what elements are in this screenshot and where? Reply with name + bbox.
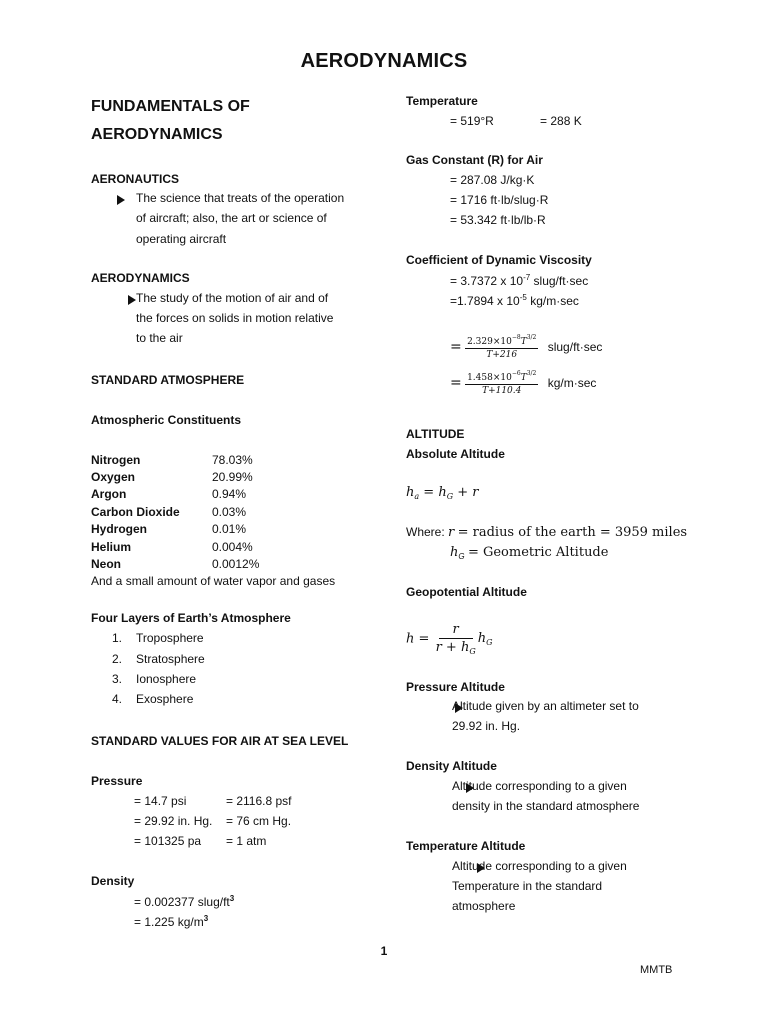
geopotential-heading: Geopotential Altitude: [406, 585, 527, 599]
constituent-value: 0.01%: [212, 522, 247, 536]
sea-level-heading: STANDARD VALUES FOR AIR AT SEA LEVEL: [91, 734, 349, 748]
pressure-value: = 2116.8 psf: [226, 794, 292, 808]
density-value: = 1.225 $kg/m^3$: [134, 914, 209, 929]
density-altitude-heading: Density Altitude: [406, 759, 497, 773]
constituent-name: Oxygen: [91, 470, 136, 484]
gas-constant-value: = 53.342 ft·lb/lb·R: [450, 213, 546, 227]
density-altitude-line: density in the standard atmosphere: [452, 799, 640, 813]
absolute-altitude-equation: $h_a = h_G + r$: [406, 485, 479, 501]
pressure-value: = 1 atm: [226, 834, 267, 848]
pressure-altitude-line: Altitude given by an altimeter set to: [452, 699, 639, 713]
density-value: = 0.002377 slug/$ft^3$: [134, 894, 235, 909]
constituent-value: 78.03%: [212, 453, 253, 467]
temperature-altitude-line: atmosphere: [452, 899, 516, 913]
gas-constant-heading: Gas Constant (R) for Air: [406, 153, 543, 167]
constituent-value: 0.94%: [212, 487, 247, 501]
aerodynamics-line: to the air: [136, 331, 183, 345]
layer-item: Troposphere: [136, 631, 204, 645]
viscosity-formula: = $\frac{1.458\times 10^{-6}T^{3/2}}{T+110.4}$ kg/m·sec: [450, 370, 597, 396]
layer-number: 4.: [112, 692, 123, 706]
pressure-value: = 29.92 in. Hg.: [134, 814, 213, 828]
layer-number: 1.: [112, 631, 123, 645]
temperature-altitude-line: Temperature in the standard: [452, 879, 603, 893]
constituent-value: 0.0012%: [212, 557, 260, 571]
layer-number: 2.: [112, 652, 123, 666]
gas-constant-value: = 287.08 J/kg·K: [450, 173, 535, 187]
constituent-name: Hydrogen: [91, 522, 148, 536]
fundamentals-heading-line2: AERODYNAMICS: [91, 126, 223, 143]
constituent-name: Neon: [91, 557, 121, 571]
aeronautics-heading: AERONAUTICS: [91, 172, 180, 186]
constituent-name: Nitrogen: [91, 453, 141, 467]
layer-item: Ionosphere: [136, 672, 197, 686]
pressure-altitude-heading: Pressure Altitude: [406, 680, 505, 694]
footer-initials: MMTB: [640, 964, 673, 976]
pressure-value: = 76 cm Hg.: [226, 814, 292, 828]
constituents-note: And a small amount of water vapor and gases: [91, 574, 336, 588]
viscosity-value: =1.7894 x $10^{-5}$ kg/m·sec: [450, 293, 579, 308]
aeronautics-line: of aircraft; also, the art or science of: [136, 211, 327, 225]
fundamentals-heading-line1: FUNDAMENTALS OF: [91, 98, 250, 115]
layers-heading: Four Layers of Earth’s Atmosphere: [91, 611, 291, 625]
gas-constant-value: = 1716 ft·lb/slug·R: [450, 193, 549, 207]
constituent-value: 20.99%: [212, 470, 253, 484]
geopotential-equation: h = $\frac{r}{r + h_G}$ $h_G$: [406, 622, 493, 656]
bullet-arrow-icon: [117, 195, 125, 205]
constituent-name: Argon: [91, 487, 127, 501]
pressure-heading: Pressure: [91, 774, 143, 788]
viscosity-value: = 3.7372 x $10^{-7}$ slug/ft·sec: [450, 273, 589, 288]
density-altitude-line: Altitude corresponding to a given: [452, 779, 627, 793]
aeronautics-line: The science that treats of the operation: [136, 191, 345, 205]
layer-number: 3.: [112, 672, 123, 686]
aeronautics-line: operating aircraft: [136, 232, 227, 246]
standard-atmosphere-heading: STANDARD ATMOSPHERE: [91, 373, 245, 387]
constituent-name: Helium: [91, 540, 132, 554]
aerodynamics-heading: AERODYNAMICS: [91, 271, 190, 285]
pressure-altitude-line: 29.92 in. Hg.: [452, 719, 521, 733]
aerodynamics-line: The study of the motion of air and of: [136, 291, 329, 305]
temperature-altitude-line: Altitude corresponding to a given: [452, 859, 627, 873]
layer-item: Stratosphere: [136, 652, 205, 666]
pressure-value: = 14.7 psi: [134, 794, 187, 808]
temperature-heading: Temperature: [406, 94, 478, 108]
constituent-name: Carbon Dioxide: [91, 505, 180, 519]
temperature-altitude-heading: Temperature Altitude: [406, 839, 526, 853]
altitude-heading: ALTITUDE: [406, 427, 465, 441]
layer-item: Exosphere: [136, 692, 194, 706]
temperature-value: = 519°R: [450, 114, 494, 128]
viscosity-heading: Coefficient of Dynamic Viscosity: [406, 253, 592, 267]
absolute-altitude-heading: Absolute Altitude: [406, 447, 505, 461]
page-title: AERODYNAMICS: [300, 50, 468, 72]
where-hg-line: $h_G$ = Geometric Altitude: [450, 545, 609, 561]
constituent-value: 0.03%: [212, 505, 247, 519]
aerodynamics-line: the forces on solids in motion relative: [136, 311, 334, 325]
viscosity-formula: = $\frac{2.329\times 10^{-8}T^{3/2}}{T+216}$ slug/ft·sec: [450, 334, 603, 360]
where-r-line: Where: r = radius of the earth = 3959 miles: [406, 525, 688, 540]
constituent-value: 0.004%: [212, 540, 253, 554]
density-heading: Density: [91, 874, 135, 888]
temperature-value: = 288 K: [540, 114, 582, 128]
page-number: 1: [380, 944, 388, 958]
constituents-heading: Atmospheric Constituents: [91, 413, 242, 427]
pressure-value: = 101325 pa: [134, 834, 202, 848]
